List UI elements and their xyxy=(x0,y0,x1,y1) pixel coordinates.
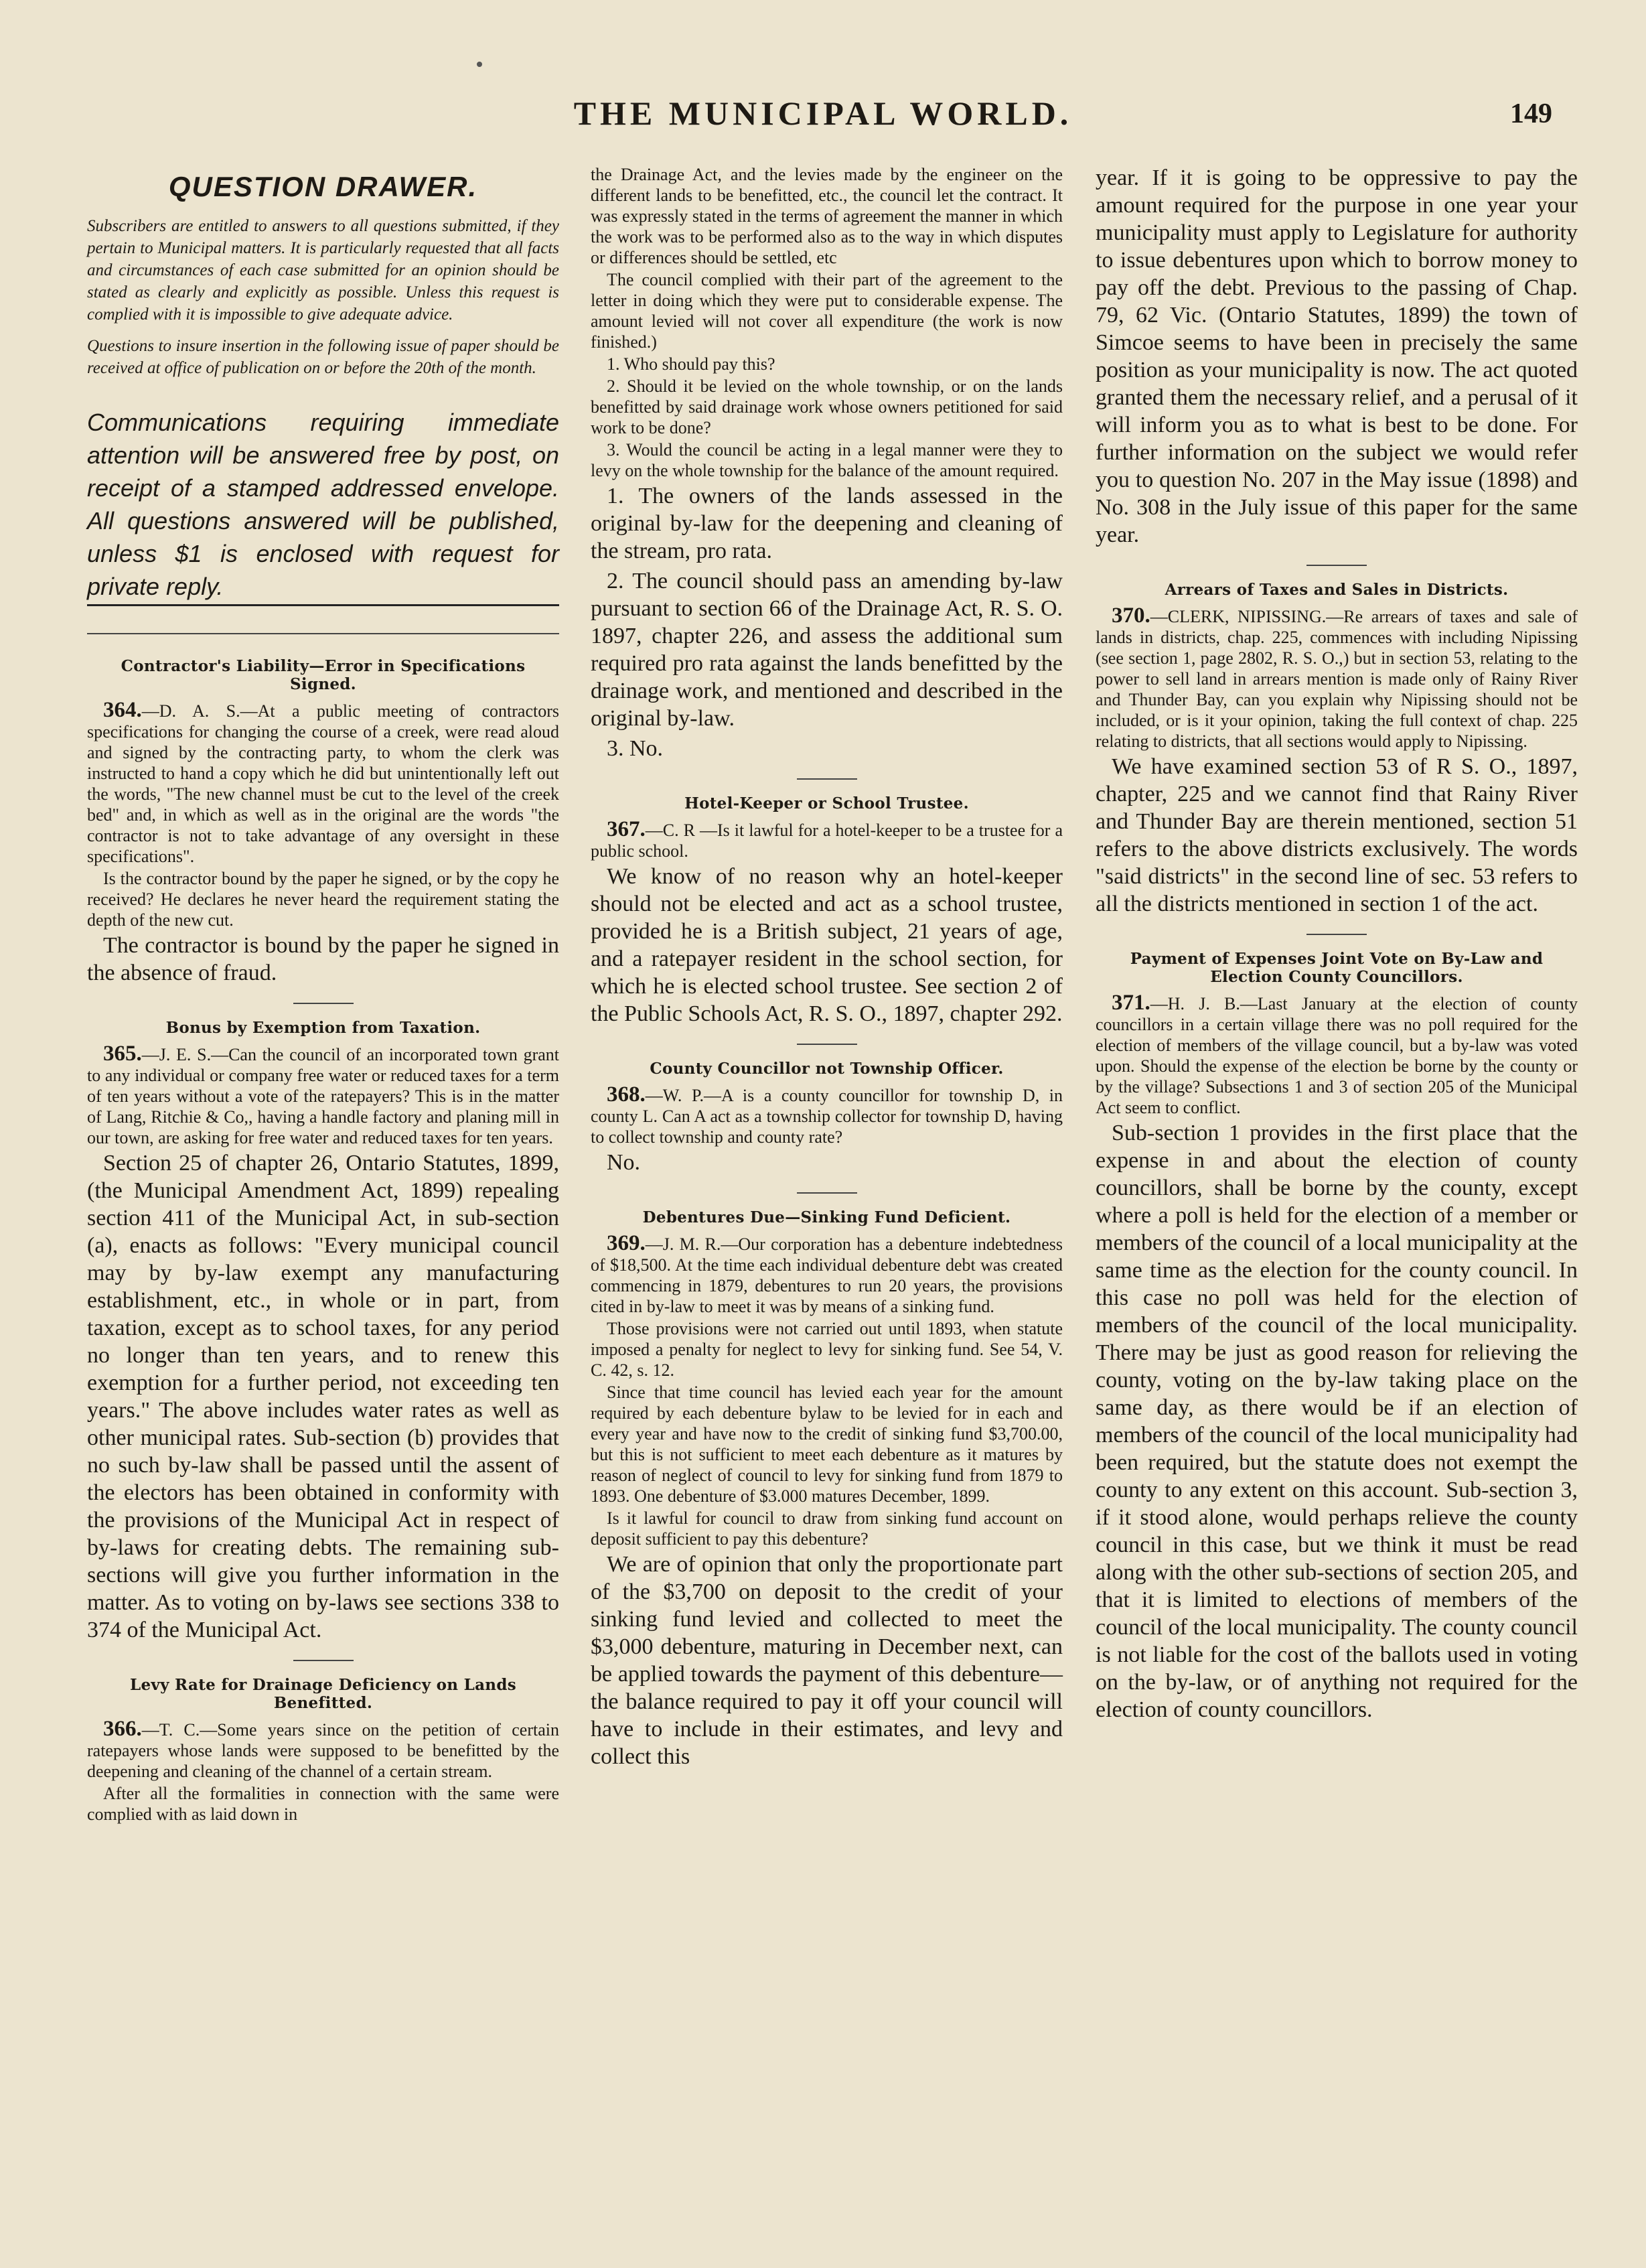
section-divider xyxy=(87,633,559,634)
notice-rule xyxy=(87,604,559,606)
question-364-cont: Is the contractor bound by the paper he signed, or by the copy he received? He declares he never heard the requirement stating the depth of the new cut. xyxy=(87,869,559,930)
question-366-p2: The council complied with their part of the agreement to the letter in doing which they were put to considerable expense. The amount levied will not cover all expenditure (the work is now finished.) xyxy=(591,270,1063,352)
question-text: —C. R —Is it lawful for a hotel-keeper to be a trustee for a public school. xyxy=(591,821,1063,861)
separator xyxy=(797,1192,857,1194)
question-text: —W. P.—A is a county councillor for township D, in county L. Can A act as a township collector for township D, having to collect township and county rate? xyxy=(591,1086,1063,1147)
question-number: 371. xyxy=(1112,991,1150,1015)
question-number: 366. xyxy=(103,1717,142,1741)
question-heading-370: Arrears of Taxes and Sales in Districts. xyxy=(1165,581,1509,599)
question-text: —T. C.—Some years since on the petition of certain ratepayers whose lands were supposed to be benefitted by the deepening and cleaning of the channel of a certain stream. xyxy=(87,1720,559,1781)
question-366-p1: the Drainage Act, and the levies made by the engineer on the different lands to be benefitted, etc., the council let the contract. It was expressly stated in the terms of agreement the manner in which the work was to be performed also as to the way in which disputes or differences should be settled, etc xyxy=(591,165,1063,267)
question-367 xyxy=(591,819,1063,861)
question-heading-368: County Councillor not Township Officer. xyxy=(650,1060,1004,1078)
intro-deadline: Questions to insure insertion in the following issue of paper should be received at office of publication on or before the 20th of the month. xyxy=(87,337,559,377)
question-371 xyxy=(1096,993,1578,1118)
question-text: —CLERK, NIPISSING.—Re arrears of taxes and sale of lands in districts, chap. 225, commences with including Nipissing (see section 1, page 2802, R. S. O.,) but in section 53, relating to the power to sell land in arrears mention is made only of Rainy River and Thunder Bay, can you explain why Nipissing should not be included, or is it your opinion, taking the full context of chap. 225 relating to districts, that all sections would apply to Nipissing. xyxy=(1096,607,1578,751)
answer-370: We have examined section 53 of R S. O., 1897, chapter, 225 and we cannot find that Rainy River and Thunder Bay are therein mentioned, section 51 refers to the above districts exclusively. The words "said districts" in the second line of sec. 53 refers to all the districts mentioned in section 1 of the act. xyxy=(1096,754,1578,916)
question-370 xyxy=(1096,606,1578,752)
question-369-p3: Since that time council has levied each year for the amount required by each debenture bylaw to be levied for in each and every year and have now to the credit of sinking fund $3,700.00, but this is not sufficient to meet each debenture as it matures by reason of neglect of council to levy for sinking fund from 1879 to 1893. One debenture of $3.000 matures December, 1899. xyxy=(591,1383,1063,1506)
question-number: 368. xyxy=(607,1082,646,1107)
column-2 xyxy=(591,164,1063,1773)
question-number: 367. xyxy=(607,817,646,841)
question-heading-369: Debentures Due—Sinking Fund Deficient. xyxy=(642,1208,1011,1226)
separator xyxy=(293,1003,354,1004)
answer-365: Section 25 of chapter 26, Ontario Statutes, 1899, (the Municipal Amendment Act, 1899) repealing section 411 of the Municipal Act, in sub-section (a), enacts as follows: "Every municipal council may by by-law exempt any manufacturing establishment, etc., in whole or in part, from taxation, except as to school taxes, for any period no longer than ten years, and to renew this exemption for a further period, not exceeding ten years." The above includes water rates as well as other municipal rates. Sub-section (b) provides that no such by-law shall be passed until the assent of the electors has been obtained in conformity with the provisions of the Municipal Act in respect of by-laws for creating debts. The remaining sub-sections will give you further information in the matter. As to voting on by-laws see sections 338 to 374 of the Municipal Act. xyxy=(87,1151,559,1642)
question-365 xyxy=(87,1044,559,1148)
question-366-p4: 2. Should it be levied on the whole township, or on the lands benefitted by said drainage work whose owners petitioned for said work to be done? xyxy=(591,376,1063,437)
question-text: —H. J. B.—Last January at the election of county councillors in a certain village there was no poll required for the election of members of the village council, but a by-law was voted upon. Should the expense of the election be borne by the county or by the village? Subsections 1 and 3 of section 205 of the Municipal Act seem to conflict. xyxy=(1096,994,1578,1117)
question-366-p5: 3. Would the council be acting in a legal manner were they to levy on the whole township for the balance of the amount required. xyxy=(591,440,1063,480)
question-heading-371: Payment of Expenses Joint Vote on By-Law and Election County Councillors. xyxy=(1130,950,1544,986)
question-heading-365: Bonus by Exemption from Taxation. xyxy=(165,1019,481,1037)
question-heading-364: Contractor's Liability—Error in Specifications Signed. xyxy=(121,657,526,693)
question-heading-366: Levy Rate for Drainage Deficiency on Lands Benefitted. xyxy=(130,1676,516,1712)
question-369-p2: Those provisions were not carried out until 1893, when statute imposed a penalty for neglect to levy for sinking fund. See 54, V. C. 42, s. 12. xyxy=(591,1319,1063,1380)
column-3 xyxy=(1096,164,1578,1726)
answer-369-cont: year. If it is going to be oppressive to pay the amount required for the purpose in one year your municipality must apply to Legislature for authority to issue debentures upon which to borrow money to pay off the debt. Previous to the passing of Chap. 79, 62 Vic. (Ontario Statutes, 1899) the town of Simcoe seems to have been in precisely the same position as your municipality is now. The act quoted granted them the necessary relief, and a perusal of it will inform you as to what is best to be done. For further information on the subject we would refer you to question No. 207 in the May issue (1898) and No. 308 in the July issue of this paper for the same year. xyxy=(1096,165,1578,547)
communication-notice: Communications requiring immediate attention will be answered free by post, on receipt of a stamped addressed envelope. All questions answered will be published, unless $1 is enclosed with request for private reply. xyxy=(87,409,559,600)
print-speck xyxy=(477,62,482,67)
question-number: 370. xyxy=(1112,604,1150,628)
answer-368: No. xyxy=(607,1150,641,1175)
page-number: 149 xyxy=(1510,98,1552,129)
answer-364: The contractor is bound by the paper he signed in the absence of fraud. xyxy=(87,933,559,985)
publication-title: THE MUNICIPAL WORLD. xyxy=(573,94,1073,132)
answer-366-3: 3. No. xyxy=(607,736,664,761)
intro-subscribers: Subscribers are entitled to answers to all questions submitted, if they pertain to Municipal matters. It is particularly requested that all facts and circumstances of each case submitted for an opinion should be stated as clearly and explicitly as possible. Unless this request is complied with it is impossible to give adequate advice. xyxy=(87,217,559,324)
separator xyxy=(1306,565,1367,566)
question-366-p3: 1. Who should pay this? xyxy=(607,354,775,374)
answer-366-2: 2. The council should pass an amending by-law pursuant to section 66 of the Drainage Act, R. S. O. 1897, chapter 226, and assess the additional sum required pro rata against the lands benefitted by the drainage work, and mentioned and described in the original by-law. xyxy=(591,569,1063,731)
answer-369: We are of opinion that only the proportionate part of the $3,700 on deposit to the credit of your sinking fund levied and collected to meet the $3,000 debenture, maturing in December next, can be applied towards the payment of this debenture—the balance required to pay it off your council will have to include in their estimates, and levy and collect this xyxy=(591,1552,1063,1769)
answer-371: Sub-section 1 provides in the first place that the expense in and about the election of county councillors, shall be borne by the county, except where a poll is held for the election of a member or members of the council of a local municipality at the same time as the election for the county council. In this case no poll was held for the election of members of the council of the local municipality. There may be just as good reason for relieving the county, voting on the by-law taking place on the same day, as there would be if an election of members of the council of the local municipality had been required, but the statute does not exempt the county to any extent on this account. Sub-section 3, if it stood alone, would perhaps relieve the county council in this case, but we think it must be read along with the other sub-sections of section 205, and that it is limited to elections of members of the council of the local municipality. The county council is not liable for the cost of the ballots used in voting on the by-law, or of anything not required for the election of county councillors. xyxy=(1096,1121,1578,1722)
question-heading-367: Hotel-Keeper or School Trustee. xyxy=(684,794,969,812)
separator xyxy=(1306,934,1367,935)
separator xyxy=(797,1044,857,1045)
separator xyxy=(797,778,857,780)
answer-366-1: 1. The owners of the lands assessed in the original by-law for the deepening and cleaning of the stream, pro rata. xyxy=(591,484,1063,563)
question-text: —J. M. R.—Our corporation has a debenture indebtedness of $18,500. At the time each individual debenture debt was created commencing in 1879, debentures to run 20 years, the provisions cited in by-law to meet it was by means of a sinking fund. xyxy=(591,1234,1063,1316)
masthead xyxy=(87,94,1559,141)
question-number: 364. xyxy=(103,698,142,722)
separator xyxy=(293,1660,354,1661)
question-number: 369. xyxy=(607,1231,646,1255)
answer-367: We know of no reason why an hotel-keeper should not be elected and act as a school trustee, provided he is a British subject, 21 years of age, and a ratepayer resident in the school section, for which he is elected school trustee. See section 2 of the Public Schools Act, R. S. O., 1897, chapter 292. xyxy=(591,864,1063,1026)
question-text: —D. A. S.—At a public meeting of contractors specifications for changing the course of a creek, were read aloud and signed by the contracting party, to whom the clerk was instructed to hand a copy which he did but unintentionally left out the words, "The new channel must be cut to the level of the creek bed" and, in which as well as in the original are the words "the contractor is not to take advantage of any oversight in these specifications". xyxy=(87,701,559,866)
section-title: QUESTION DRAWER. xyxy=(168,171,478,202)
column-1 xyxy=(87,164,559,1826)
question-369-p4: Is it lawful for council to draw from sinking fund account on deposit sufficient to pay this debenture? xyxy=(591,1508,1063,1549)
question-364 xyxy=(87,700,559,867)
question-369 xyxy=(591,1233,1063,1317)
question-368 xyxy=(591,1084,1063,1147)
question-text: —J. E. S.—Can the council of an incorporated town grant to any individual or company free water or reduced taxes for a term of ten years without a vote of the ratepayers? This is in the matter of Lang, Ritchie & Co,, having a handle factory and planing mill in our town, are asking for free water and reduced taxes for ten years. xyxy=(87,1045,559,1147)
question-366-cont: After all the formalities in connection with the same were complied with as laid down in xyxy=(87,1784,559,1824)
question-366 xyxy=(87,1719,559,1782)
question-number: 365. xyxy=(103,1042,142,1066)
